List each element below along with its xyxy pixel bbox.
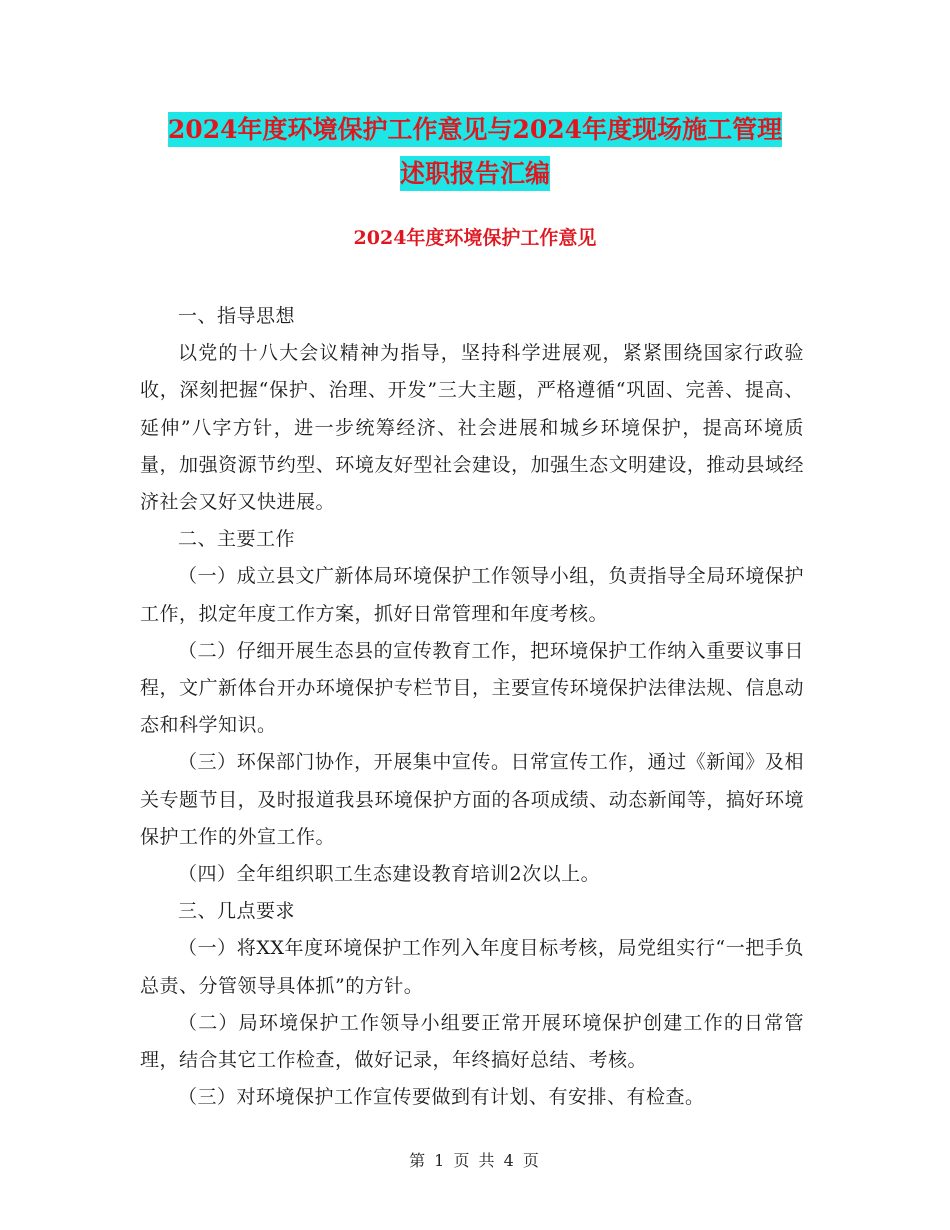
heading-requirements: 三、几点要求 <box>178 900 296 923</box>
section-title: 2024年度环境保护工作意见 <box>353 227 597 249</box>
title-highlight: 2024年度环境保护工作意见与2024年度现场施工管理 <box>168 112 782 147</box>
document-title-line1 <box>140 108 810 152</box>
heading-guiding-ideology: 一、指导思想 <box>178 305 296 327</box>
heading-main-work: 二、主要工作 <box>178 528 296 551</box>
page-number: 第 1 页 共 4 页 <box>409 1151 541 1170</box>
paragraph: 以党的十八大会议精神为指导，坚持科学进展观，紧紧围绕国家行政验收，深刻把握“保护、治理、开发”三大主题，严格遵循“巩固、完善、提高、延伸”八字方针，进一步统筹经济、社会进展和城乡环境保护，提高环境质量，加强资源节约型、环境友好型社会建设，加强生态文明建设，推动县域经济社会又好又快进展。 <box>140 342 804 514</box>
paragraph: （一）将XX年度环境保护工作列入年度目标考核，局党组实行“一把手负总责、分管领导具体抓”的方针。 <box>140 937 804 997</box>
paragraph: （二）局环境保护工作领导小组要正常开展环境保护创建工作的日常管理，结合其它工作检查，做好记录，年终搞好总结、考核。 <box>140 1011 804 1072</box>
paragraph: （三）对环境保护工作宣传要做到有计划、有安排、有检查。 <box>178 1086 705 1109</box>
paragraph: （一）成立县文广新体局环境保护工作领导小组，负责指导全局环境保护工作，拟定年度工作方案，抓好日常管理和年度考核。 <box>140 565 804 625</box>
document-title-line2 <box>140 152 810 196</box>
paragraph: （二）仔细开展生态县的宣传教育工作，把环境保护工作纳入重要议事日程，文广新体台开办环境保护专栏节目，主要宣传环境保护法律法规、信息动态和科学知识。 <box>140 639 804 737</box>
paragraph: （四）全年组织职工生态建设教育培训2次以上。 <box>178 863 601 886</box>
paragraph: （三）环保部门协作，开展集中宣传。日常宣传工作，通过《新闻》及相关专题节目，及时报道我县环境保护方面的各项成绩、动态新闻等，搞好环境保护工作的外宣工作。 <box>140 751 804 848</box>
document-body <box>140 298 804 1116</box>
title-highlight: 述职报告汇编 <box>400 156 550 191</box>
